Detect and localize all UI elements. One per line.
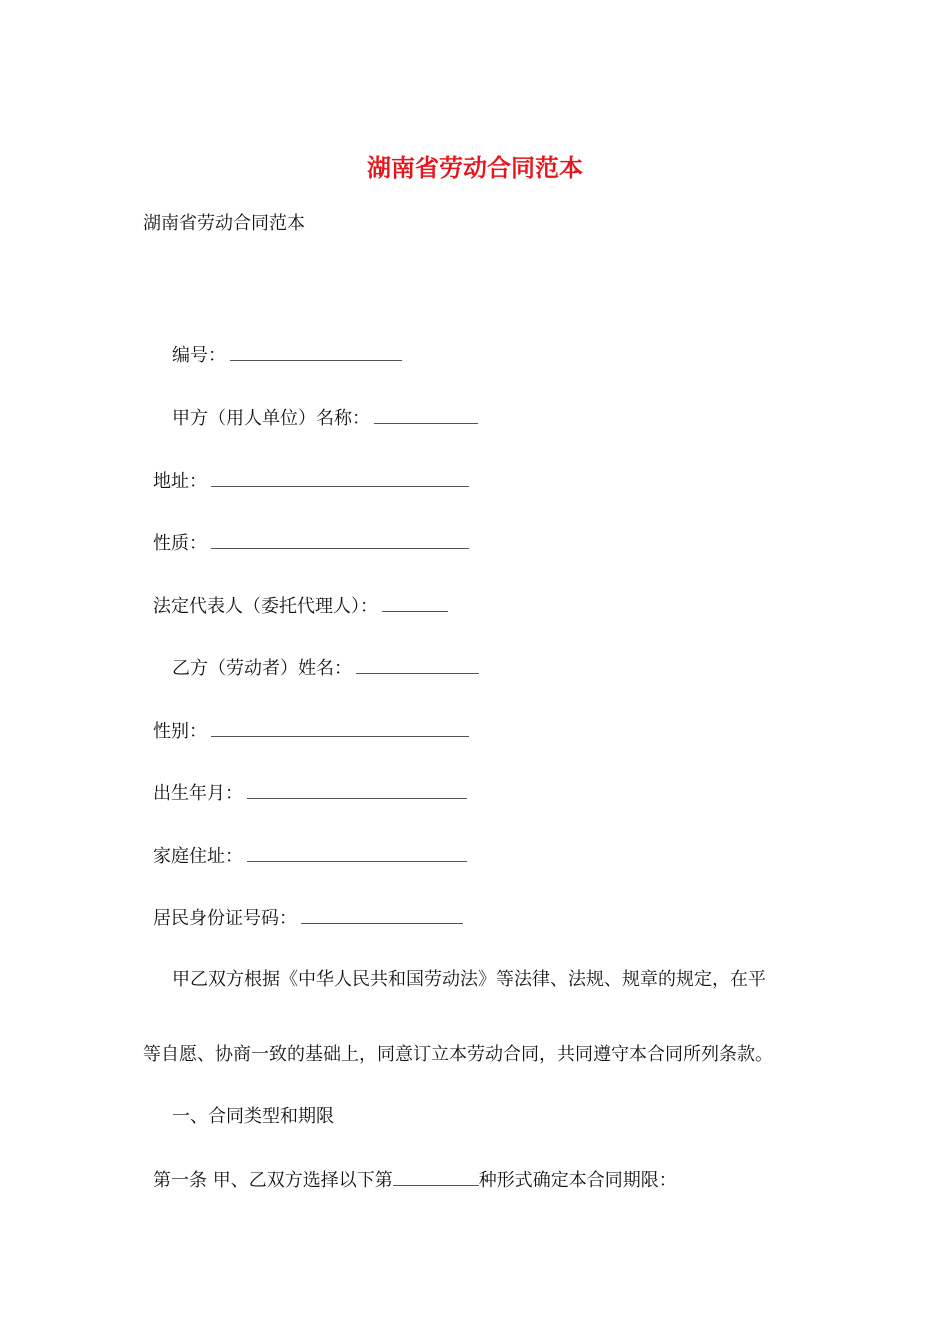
field-nature-label: 性质：: [153, 533, 207, 554]
field-legal-rep: [153, 591, 448, 621]
field-party-b-name-blank[interactable]: [356, 653, 479, 674]
field-id-number-blank[interactable]: [301, 903, 463, 924]
article-1: [153, 1165, 677, 1195]
field-number-blank[interactable]: [230, 340, 402, 361]
field-address-blank[interactable]: [211, 466, 469, 487]
field-birth-blank[interactable]: [247, 778, 467, 799]
field-id-number-label: 居民身份证号码：: [153, 908, 297, 929]
field-number-label: 编号：: [172, 345, 226, 366]
field-gender: [153, 716, 469, 746]
field-home-address-blank[interactable]: [247, 841, 467, 862]
field-party-a-name-label: 甲方（用人单位）名称：: [172, 408, 370, 429]
field-birth: [153, 778, 467, 808]
field-party-a-name: [172, 403, 478, 433]
field-nature-blank[interactable]: [211, 528, 469, 549]
article-1-suffix: 种形式确定本合同期限：: [478, 1170, 677, 1191]
field-party-b-name: [172, 653, 479, 683]
field-legal-rep-label: 法定代表人（委托代理人）：: [153, 596, 378, 617]
document-subtitle: 湖南省劳动合同范本: [143, 213, 305, 234]
article-1-prefix: 第一条 甲、乙双方选择以下第: [153, 1170, 393, 1191]
field-gender-blank[interactable]: [211, 716, 469, 737]
field-address-label: 地址：: [153, 471, 207, 492]
field-legal-rep-blank[interactable]: [382, 591, 448, 612]
section-heading: 一、合同类型和期限: [172, 1106, 334, 1127]
preamble-line-2: 等自愿、协商一致的基础上，同意订立本劳动合同，共同遵守本合同所列条款。: [143, 1044, 773, 1065]
field-id-number: [153, 903, 463, 933]
field-home-address-label: 家庭住址：: [153, 846, 243, 867]
preamble-line-1: 甲乙双方根据《中华人民共和国劳动法》等法律、法规、规章的规定，在平: [172, 969, 766, 990]
field-party-b-name-label: 乙方（劳动者）姓名：: [172, 658, 352, 679]
field-gender-label: 性别：: [153, 721, 207, 742]
field-birth-label: 出生年月：: [153, 783, 243, 804]
field-nature: [153, 528, 469, 558]
field-address: [153, 466, 469, 496]
field-party-a-name-blank[interactable]: [374, 403, 478, 424]
field-home-address: [153, 841, 467, 871]
document-title: 湖南省劳动合同范本: [367, 153, 583, 182]
field-number: [172, 340, 402, 370]
article-1-blank[interactable]: [393, 1165, 479, 1186]
